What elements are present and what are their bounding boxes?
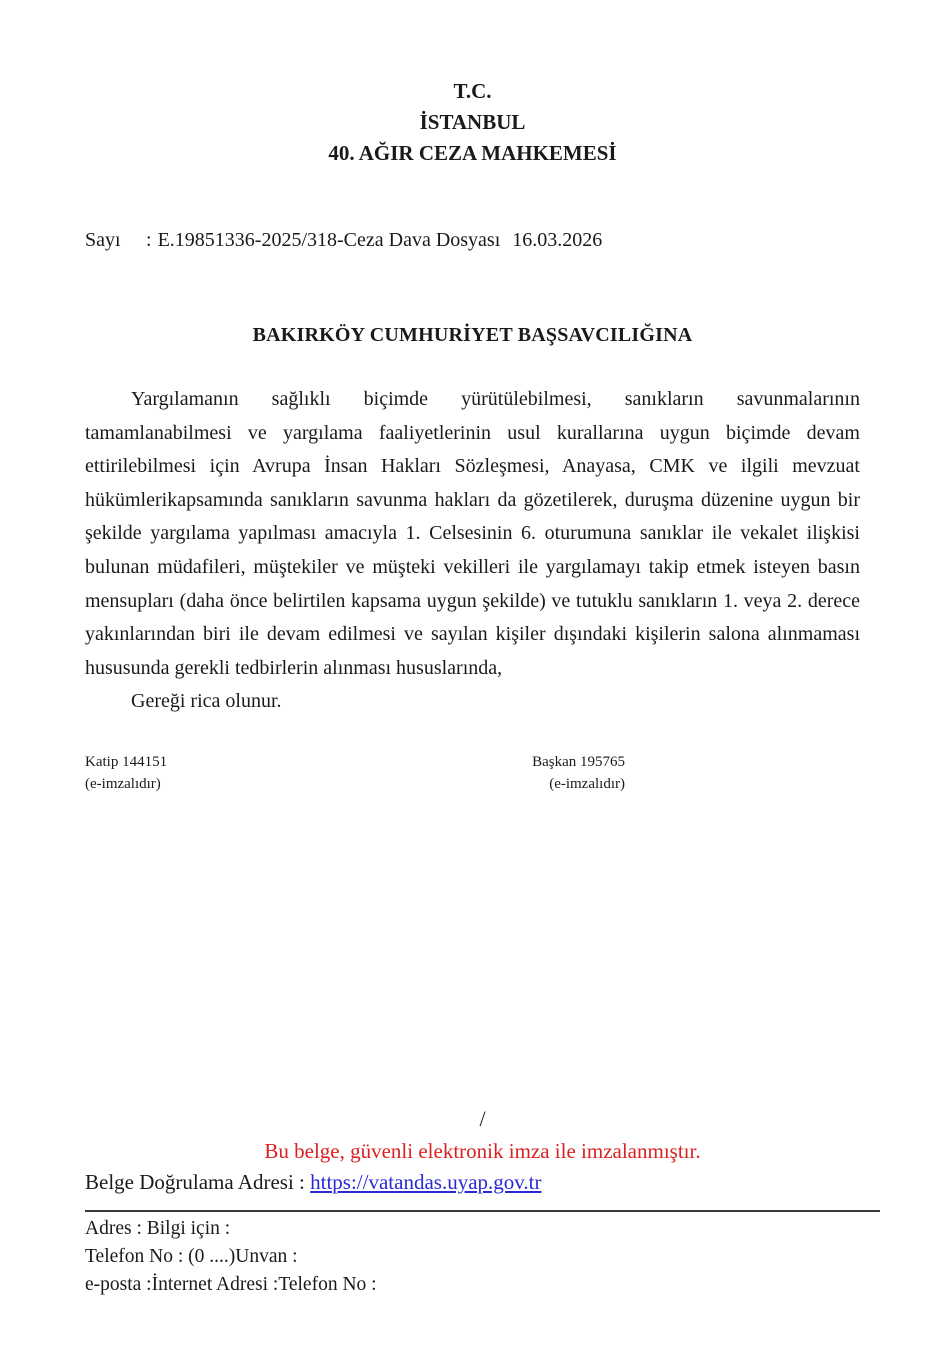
header-court: 40. AĞIR CEZA MAHKEMESİ (328, 141, 617, 165)
contact-block (85, 1215, 880, 1299)
reference-line (85, 229, 860, 252)
signature-clerk (85, 751, 167, 795)
contact-line-phone: Telefon No : (0 ....)Unvan : (85, 1246, 298, 1267)
signature-clerk-name: Katip 144151 (85, 753, 168, 770)
reference-label: Sayı (85, 229, 121, 251)
header-country: T.C. (453, 79, 492, 103)
header-city: İSTANBUL (419, 110, 526, 134)
contact-line-address: Adres : Bilgi için : (85, 1218, 231, 1239)
signature-clerk-note: (e-imzalıdır) (85, 775, 161, 792)
verification-line (85, 1170, 880, 1195)
verification-label: Belge Doğrulama Adresi : (85, 1170, 305, 1194)
closing-line: Gereği rica olunur. (131, 690, 282, 713)
signature-block (85, 751, 860, 801)
reference-date: 16.03.2026 (512, 229, 603, 251)
footer-divider (85, 1210, 880, 1212)
page-separator-mark: / (479, 1106, 486, 1131)
verification-link[interactable]: https://vatandas.uyap.gov.tr (310, 1170, 542, 1194)
document-footer (85, 1106, 880, 1299)
document-header (85, 76, 860, 169)
reference-number: E.19851336-2025/318-Ceza Dava Dosyası (157, 229, 501, 251)
contact-line-email: e-posta :İnternet Adresi :Telefon No : (85, 1274, 377, 1295)
esign-notice: Bu belge, güvenli elektronik imza ile imzalanmıştır. (264, 1139, 701, 1163)
body-paragraph: Yargılamanın sağlıklı biçimde yürütülebilmesi, sanıkların savunmalarının tamamlanabilmesi ve yargılama faaliyetlerinin usul kurallarına uygun biçimde devam ettirilebilmesi için Avrupa İnsan Hakları Sözleşmesi, Anayasa, CMK ve ilgili mevzuat hükümlerikapsamında sanıkların savunma hakları da gözetilerek, duruşma düzenine uygun bir şekilde yargılama yapılması amacıyla 1. Celsesinin 6. oturumuna sanıklar ile vekalet ilişkisi bulunan müdafileri, müştekiler ve müşteki vekilleri ile yargılamayı takip etmek isteyen basın mensupları (daha önce belirtilen kapsama uygun şekilde) ve tutuklu sanıkların 1. veya 2. derece yakınlarından biri ile devam edilmesi ve sayılan kişiler dışındaki kişilerin salona alınmaması hususunda gerekli tedbirlerin alınması hususlarında, (85, 388, 860, 679)
recipient-heading: BAKIRKÖY CUMHURİYET BAŞSAVCILIĞINA (252, 324, 693, 346)
signature-president-name: Başkan 195765 (532, 753, 625, 770)
signature-president-note: (e-imzalıdır) (549, 775, 625, 792)
signature-president (527, 751, 625, 795)
reference-separator: : (146, 229, 152, 251)
